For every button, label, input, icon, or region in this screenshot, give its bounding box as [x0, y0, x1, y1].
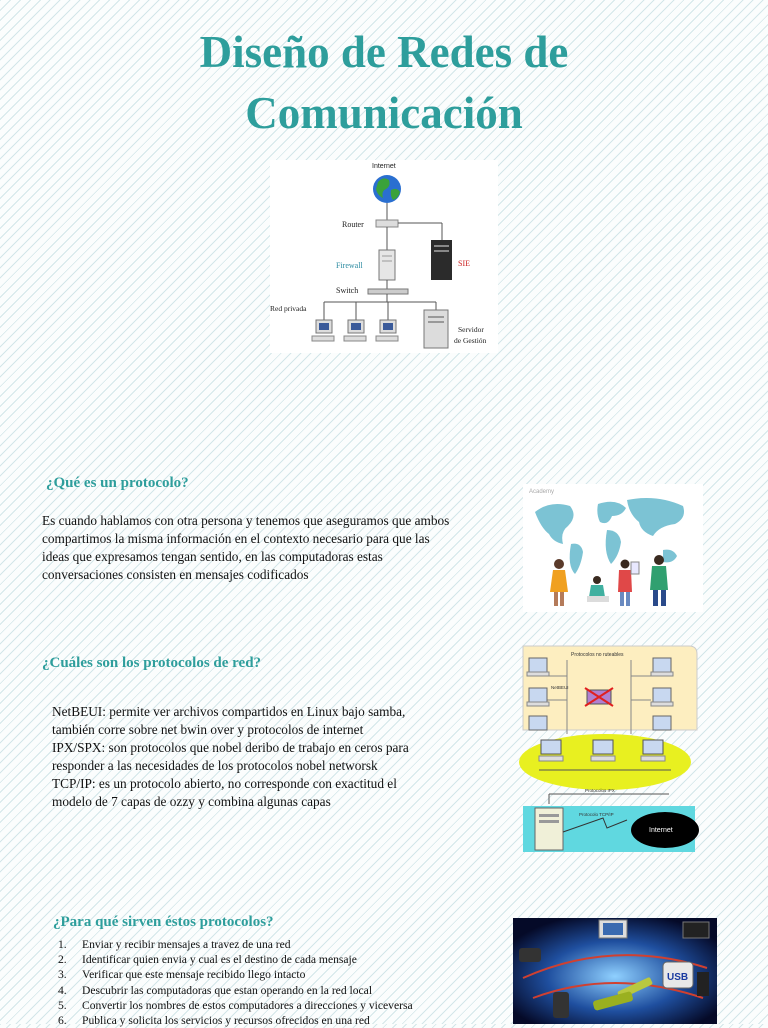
computer-icon: [527, 658, 549, 676]
router-icon: [376, 220, 398, 227]
list-item-number: 2.: [58, 953, 67, 967]
router-label: Router: [342, 220, 364, 229]
page-title-line-1: Diseño de Redes de: [199, 27, 569, 77]
network-diagram: [270, 160, 498, 353]
paragraph-line: TCP/IP: es un protocolo abierto, no corresponde con exactitud el: [52, 776, 397, 791]
paragraph-line: ideas que expresamos tengan sentido, en las computadoras estas: [42, 549, 383, 564]
purposes-list: [58, 937, 413, 1028]
academy-label: Academy: [529, 489, 555, 495]
list-item-number: 5.: [58, 998, 67, 1012]
paragraph-line: IPX/SPX: son protocolos que nobel deribo de trabajo en ceros para: [52, 740, 409, 755]
phone-icon: [697, 972, 709, 996]
computer-icon: [591, 740, 615, 761]
paragraph-line: responder a las necesidades de los protocolos nobel networsk: [52, 758, 378, 773]
computer-icon: [651, 658, 673, 676]
page-title-line-2: Comunicación: [245, 88, 523, 138]
ipx-label: Protocolos IPX: [585, 788, 615, 793]
firewall-label: Firewall: [336, 261, 363, 270]
monitor-icon: [599, 920, 627, 938]
computer-icon: [539, 740, 563, 761]
globe-icon: [373, 175, 401, 203]
servidor-label: Servidor: [458, 325, 484, 334]
list-item-text: Enviar y recibir mensajes a travez de una red: [82, 938, 291, 951]
laptop-icon: [683, 922, 709, 938]
paragraph-line: también corre sobre net bwin over y protocolos de internet: [52, 722, 364, 737]
paragraph-line: NetBEUI: permite ver archivos compartidos en Linux bajo samba,: [52, 704, 406, 719]
protocols-top-label: Protocolos no ruteables: [571, 652, 624, 658]
internet-label: Internet: [372, 163, 396, 170]
usb-logo-text: USB: [667, 972, 689, 983]
tcpip-label: Protocolo TCP/IP: [579, 812, 614, 817]
computer-icon: [527, 688, 549, 706]
blocked-router-icon: [585, 688, 613, 706]
camera-icon: [519, 948, 541, 962]
section-heading-protocolos-red: ¿Cuáles son los protocolos de red?: [42, 655, 262, 671]
red-privada-label: Red privada: [270, 304, 307, 313]
list-item: [58, 967, 413, 982]
list-item-number: 4.: [58, 983, 67, 997]
list-item: [58, 937, 413, 952]
list-item: [58, 1013, 413, 1028]
switch-icon: [368, 289, 408, 294]
netbeui-label: NetBEUI: [551, 685, 569, 690]
paragraph-line: conversaciones consisten en mensajes codificados: [42, 567, 309, 582]
management-server-icon: [424, 310, 448, 348]
computer-icon: [653, 716, 671, 730]
list-item: [58, 952, 413, 967]
protocols-diagram: [519, 642, 701, 856]
gestion-label: de Gestión: [454, 336, 487, 345]
computer-icon: [641, 740, 665, 761]
list-item-text: Identificar quien envia y cual es el destino de cada mensaje: [82, 953, 357, 967]
switch-label: Switch: [336, 286, 359, 295]
computer-icon: [529, 716, 547, 730]
sie-server-icon: [431, 240, 452, 280]
list-item-text: Verificar que este mensaje recibido llego intacto: [82, 968, 306, 982]
list-item-text: Publica y solicita los servicios y recursos ofrecidos en una red: [82, 1014, 370, 1028]
paragraph-line: modelo de 7 capas de ozzy y combina algunas capas: [52, 794, 331, 809]
paragraph-line: compartimos la misma información en el contexto necesario para que las: [42, 531, 430, 546]
usb-network-image: [513, 918, 717, 1024]
page-title: [0, 22, 768, 144]
server-icon: [535, 808, 563, 850]
firewall-icon: [379, 250, 395, 280]
sie-label: SIE: [458, 259, 470, 268]
list-item-text: Convertir los nombres de estos computadores a direcciones y viceversa: [82, 998, 413, 1012]
section-heading-protocolo: ¿Qué es un protocolo?: [46, 475, 189, 491]
list-item-number: 1.: [58, 938, 67, 951]
device-icon: [553, 992, 569, 1018]
computer-icon: [651, 688, 673, 706]
list-item-number: 3.: [58, 968, 67, 982]
paragraph-line: Es cuando hablamos con otra persona y tenemos que aseguramos que ambos: [42, 513, 450, 528]
section-paragraph-protocolos-red: [52, 703, 409, 811]
world-map-people-image: [523, 484, 703, 612]
list-item-text: Descubrir las computadoras que estan operando en la red local: [82, 983, 373, 997]
section-paragraph-protocolo: [42, 512, 449, 584]
internet-cloud-label: Internet: [649, 827, 673, 834]
list-item-number: 6.: [58, 1014, 67, 1028]
section-heading-para-que: ¿Para qué sirven éstos protocolos?: [53, 914, 274, 930]
list-item: [58, 983, 413, 998]
list-item: [58, 998, 413, 1013]
